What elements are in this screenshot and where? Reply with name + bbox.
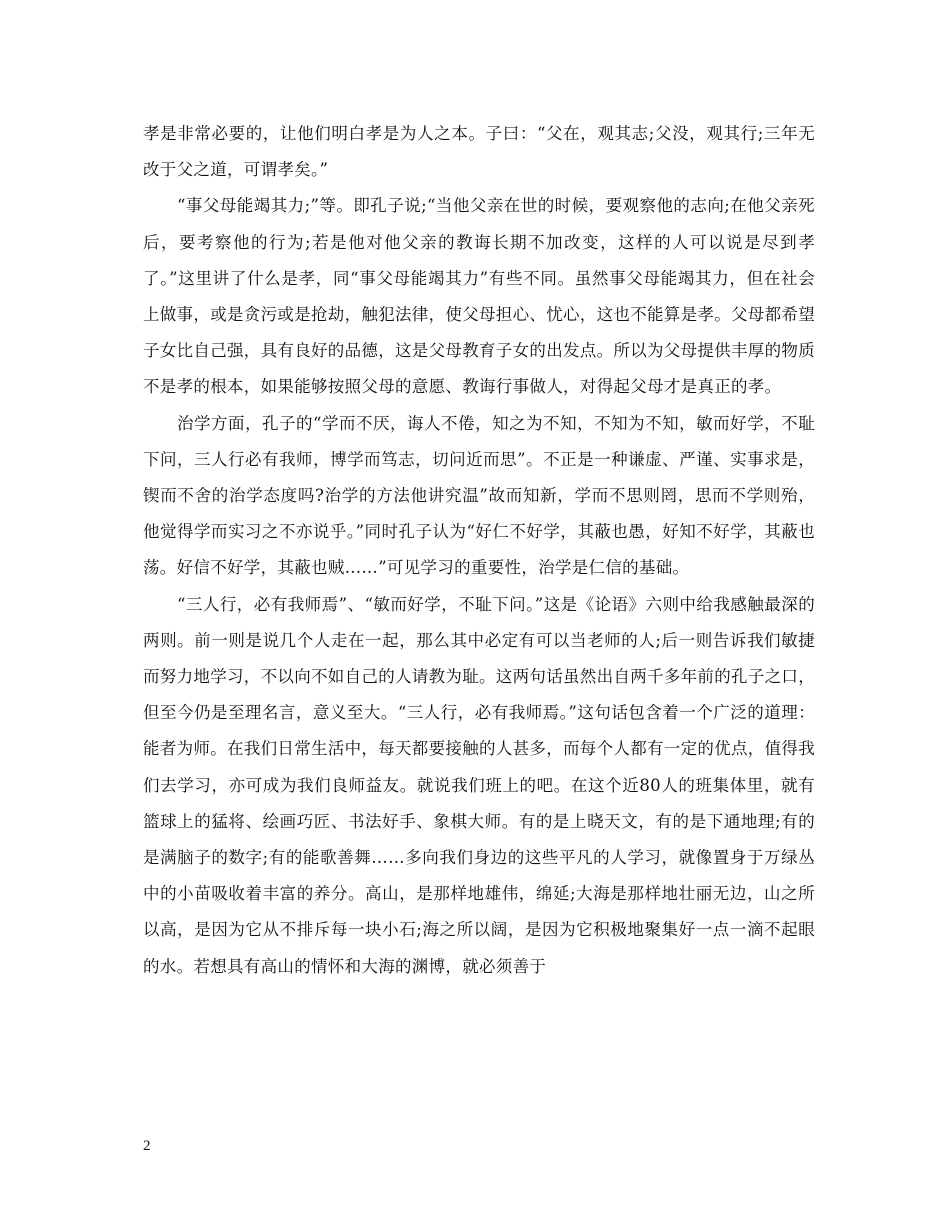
page-number: 2 — [143, 1138, 151, 1154]
paragraph-continuation: 孝是非常必要的，让他们明白孝是为人之本。子曰：“父在，观其志;父没，观其行;三年无改于父之道，可谓孝矣。” — [143, 124, 815, 180]
paragraph-filial-piety: “事父母能竭其力;”等。即孔子说;“当他父亲在世的时候，要观察他的志向;在他父亲死后，要考察他的行为;若是他对他父亲的教诲长期不加改变，这样的人可以说是尽到孝了。”这里讲了什么是孝，同“事父母能竭其力”有些不同。虽然事父母能竭其力，但在社会上做事，或是贪污或是抢劫，触犯法律，使父母担心、忧心，这也不能算是孝。父母都希望子女比自己强，具有良好的品德，这是父母教育子女的出发点。所以为父母提供丰厚的物质不是孝的根本，如果能够按照父母的意愿、教诲行事做人，对得起父母才是真正的孝。 — [143, 196, 815, 397]
body-text — [143, 116, 815, 985]
paragraph-scholarship: 治学方面，孔子的“学而不厌，诲人不倦，知之为不知，不知为不知，敏而好学，不耻下问，三人行必有我师，博学而笃志，切问近而思”。不正是一种谦虚、严谨、实事求是，锲而不舍的治学态度吗?治学的方法他讲究温”故而知新，学而不思则罔，思而不学则殆，他觉得学而实习之不亦说乎。”同时孔子认为“好仁不好学，其蔽也愚，好知不好学，其蔽也荡。好信不好学，其蔽也贼……”可见学习的重要性，治学是仁信的基础。 — [143, 413, 815, 578]
paragraph-three-people: “三人行，必有我师焉”、“敏而好学，不耻下问。”这是《论语》六则中给我感触最深的两则。前一则是说几个人走在一起，那么其中必定有可以当老师的人;后一则告诉我们敏捷而努力地学习，不以向不如自己的人请教为耻。这两句话虽然出自两千多年前的孔子之口，但至今仍是至理名言，意义至大。“三人行，必有我师焉。”这句话包含着一个广泛的道理：能者为师。在我们日常生活中，每天都要接触的人甚多，而每个人都有一定的优点，值得我们去学习，亦可成为我们良师益友。就说我们班上的吧。在这个近80人的班集体里，就有篮球上的猛将、绘画巧匠、书法好手、象棋大师。有的是上晓天文，有的是下通地理;有的是满脑子的数字;有的能歌善舞……多向我们身边的这些平凡的人学习，就像置身于万绿丛中的小苗吸收着丰富的养分。高山，是那样地雄伟，绵延;大海是那样地壮丽无边，山之所以高，是因为它从不排斥每一块小石;海之所以阔，是因为它积极地聚集好一点一滴不起眼的水。若想具有高山的情怀和大海的渊博，就必须善于 — [143, 594, 815, 976]
